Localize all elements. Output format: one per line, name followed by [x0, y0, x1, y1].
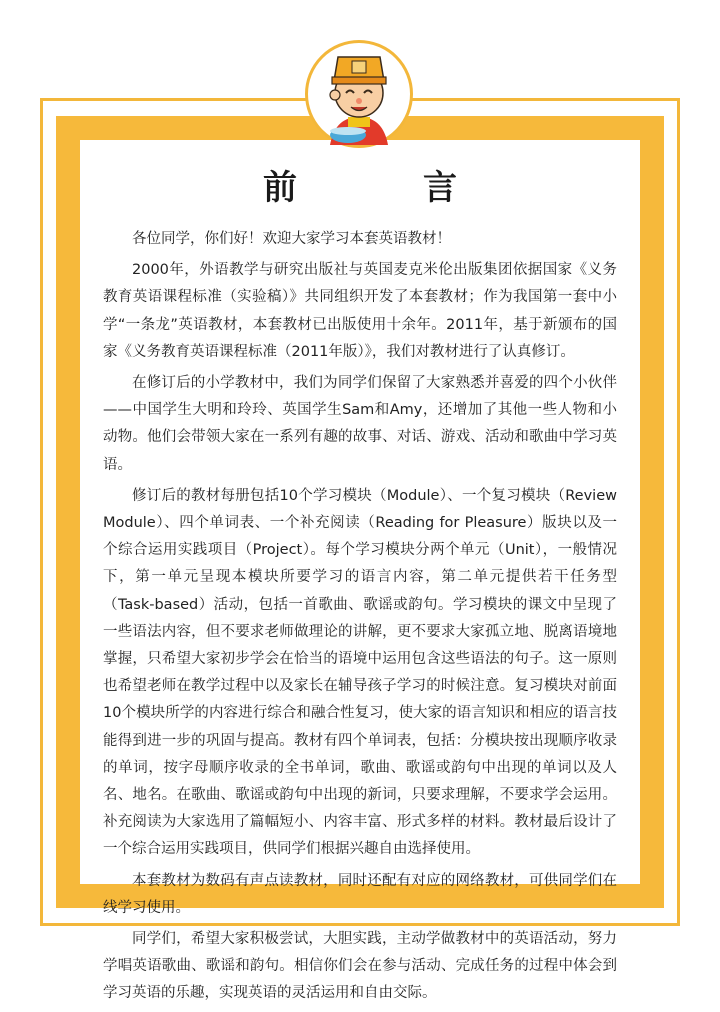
cartoon-boy-with-hat-icon	[305, 40, 413, 148]
preface-paragraph: 在修订后的小学教材中，我们为同学们保留了大家熟悉并喜爱的四个小伙伴——中国学生大明和玲玲、英国学生Sam和Amy，还增加了其他一些人物和小动物。他们会带领大家在一系列有趣的故事、对话、游戏、活动和歌曲中学习英语。	[103, 375, 617, 473]
preface-paragraph: 同学们，希望大家积极尝试，大胆实践，主动学做教材中的英语活动，努力学唱英语歌曲、歌谣和韵句。相信你们会在参与活动、完成任务的过程中体会到学习英语的乐趣，实现英语的灵活运用和自由交际。	[103, 931, 617, 1002]
preface-paragraph: 本套教材为数码有声点读教材，同时还配有对应的网络教材，可供同学们在线学习使用。	[103, 872, 617, 916]
preface-paragraph: 2000年，外语教学与研究出版社与英国麦克米伦出版集团依据国家《义务教育英语课程标准（实验稿）》共同组织开发了本套教材；作为我国第一套中小学“一条龙”英语教材，本套教材已出版使用十余年。2011年，基于新颁布的国家《义务教育英语课程标准（2011年版）》，我们对教材进行了认真修订。	[103, 262, 617, 360]
preface-paragraph: 修订后的教材每册包括10个学习模块（Module）、一个复习模块（Review Module）、四个单词表、一个补充阅读（Reading for Pleasure）版块以及一个综合运用实践项目（Project）。每个学习模块分两个单元（Unit），一般情况下，第一单元呈现本模块所要学习的语言内容，第二单元提供若干任务型（Task-based）活动，包括一首歌曲、歌谣或韵句。学习模块的课文中呈现了一些语法内容，但不要求老师做理论的讲解，更不要求大家孤立地、脱离语境地掌握，只希望大家初步学会在恰当的语境中运用包含这些语法的句子。这一原则也希望老师在教学过程中以及家长在辅导孩子学习的时候注意。复习模块对前面10个模块所学的内容进行综合和融合性复习，使大家的语言知识和相应的语言技能得到进一步的巩固与提高。教材有四个单词表，包括：分模块按出现顺序收录的单词，按字母顺序收录的全书单词，歌曲、歌谣或韵句中出现的单词以及人名、地名。在歌曲、歌谣或韵句中出现的新词，只要求理解，不要求学会运用。补充阅读为大家选用了篇幅短小、内容丰富、形式多样的材料。教材最后设计了一个综合运用实践项目，供同学们根据兴趣自由选择使用。	[103, 487, 617, 858]
preface-body	[103, 226, 617, 1012]
preface-paragraph: 各位同学，你们好！欢迎大家学习本套英语教材！	[132, 231, 451, 247]
page-title: 前 言	[263, 168, 503, 208]
